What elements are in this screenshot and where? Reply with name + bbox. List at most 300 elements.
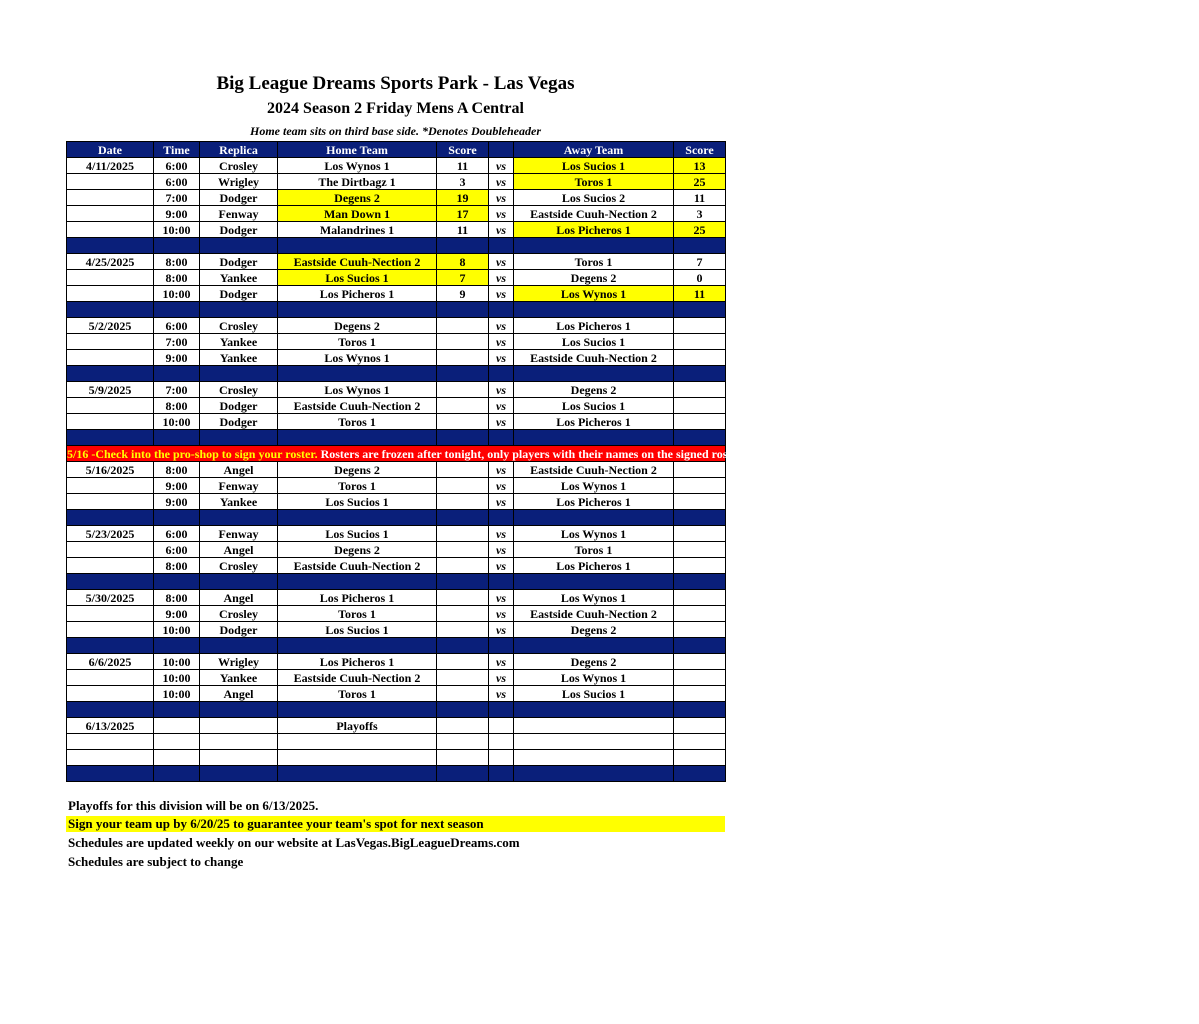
away-team-cell: Los Picheros 1 [514,494,674,510]
home-team-cell: Degens 2 [278,190,437,206]
home-score-cell [437,494,489,510]
separator-cell [514,238,674,254]
replica-cell: Wrigley [200,654,278,670]
separator-row [67,430,726,446]
replica-cell: Crosley [200,158,278,174]
time-cell: 10:00 [154,686,200,702]
date-cell [67,334,154,350]
col-home-score-header: Score [437,142,489,158]
away-score-cell: 13 [674,158,726,174]
home-score-cell [437,750,489,766]
separator-cell [437,430,489,446]
away-team-cell: Eastside Cuuh-Nection 2 [514,462,674,478]
vs-cell: vs [489,222,514,238]
away-team-cell: Los Wynos 1 [514,670,674,686]
home-score-cell: 3 [437,174,489,190]
away-team-cell: Los Wynos 1 [514,590,674,606]
separator-cell [437,510,489,526]
home-team-cell: Los Sucios 1 [278,270,437,286]
vs-cell [489,750,514,766]
away-score-cell [674,526,726,542]
date-cell [67,478,154,494]
home-team-cell: Man Down 1 [278,206,437,222]
replica-cell [200,734,278,750]
home-score-cell [437,334,489,350]
separator-cell [200,510,278,526]
separator-cell [154,574,200,590]
separator-cell [674,430,726,446]
time-cell: 8:00 [154,558,200,574]
home-team-cell: Los Sucios 1 [278,526,437,542]
away-score-cell [674,382,726,398]
time-cell: 9:00 [154,206,200,222]
away-score-cell: 25 [674,174,726,190]
away-team-cell: Los Sucios 2 [514,190,674,206]
vs-cell: vs [489,462,514,478]
date-cell: 4/11/2025 [67,158,154,174]
signup-note: Sign your team up by 6/20/25 to guarantee your team's spot for next season [66,816,725,832]
vs-cell: vs [489,270,514,286]
away-score-cell [674,494,726,510]
replica-cell: Angel [200,462,278,478]
separator-cell [200,638,278,654]
time-cell: 8:00 [154,398,200,414]
away-score-cell [674,718,726,734]
separator-cell [489,638,514,654]
replica-cell: Dodger [200,622,278,638]
home-score-cell [437,462,489,478]
separator-cell [437,366,489,382]
vs-cell: vs [489,414,514,430]
game-row [67,286,726,302]
away-score-cell: 11 [674,190,726,206]
game-row [67,334,726,350]
game-row [67,478,726,494]
col-vs-header [489,142,514,158]
away-score-cell: 7 [674,254,726,270]
home-team-cell: Los Sucios 1 [278,622,437,638]
separator-cell [489,302,514,318]
separator-cell [437,766,489,782]
vs-cell: vs [489,350,514,366]
vs-cell: vs [489,286,514,302]
game-row [67,558,726,574]
away-team-cell: Los Sucios 1 [514,334,674,350]
home-score-cell [437,382,489,398]
home-score-cell [437,670,489,686]
date-cell [67,542,154,558]
col-date-header: Date [67,142,154,158]
separator-row [67,510,726,526]
home-score-cell: 8 [437,254,489,270]
vs-cell: vs [489,398,514,414]
roster-notice-row [67,446,726,462]
home-score-cell [437,718,489,734]
game-row [67,462,726,478]
separator-cell [437,574,489,590]
replica-cell: Fenway [200,526,278,542]
home-score-cell [437,654,489,670]
time-cell: 8:00 [154,254,200,270]
replica-cell: Yankee [200,670,278,686]
away-score-cell [674,542,726,558]
replica-cell: Dodger [200,254,278,270]
schedule-body [67,158,1199,782]
separator-cell [674,302,726,318]
away-score-cell [674,334,726,350]
home-team-cell: Los Sucios 1 [278,494,437,510]
home-team-cell: Toros 1 [278,334,437,350]
separator-cell [154,430,200,446]
vs-cell [489,718,514,734]
time-cell: 6:00 [154,526,200,542]
date-cell: 6/13/2025 [67,718,154,734]
date-cell: 5/30/2025 [67,590,154,606]
replica-cell: Dodger [200,190,278,206]
col-home-team-header: Home Team [278,142,437,158]
away-team-cell: Eastside Cuuh-Nection 2 [514,606,674,622]
away-team-cell: Los Wynos 1 [514,478,674,494]
home-score-cell [437,622,489,638]
home-team-cell: Toros 1 [278,414,437,430]
separator-cell [67,366,154,382]
game-row [67,206,726,222]
time-cell: 10:00 [154,286,200,302]
separator-cell [674,574,726,590]
vs-cell: vs [489,654,514,670]
home-team-cell: Los Wynos 1 [278,382,437,398]
home-team-cell: Los Picheros 1 [278,654,437,670]
time-cell: 6:00 [154,542,200,558]
separator-cell [489,238,514,254]
time-cell: 8:00 [154,462,200,478]
vs-cell: vs [489,622,514,638]
away-score-cell: 0 [674,270,726,286]
col-replica-header: Replica [200,142,278,158]
separator-cell [489,766,514,782]
game-row [67,254,726,270]
vs-cell: vs [489,190,514,206]
home-team-cell: Los Wynos 1 [278,158,437,174]
roster-notice-text: Rosters are frozen after tonight, only players with their names on the signed roster are eligible for playoffs. Please check carefully as changes will not be made for omissions. [317,446,1199,461]
separator-cell [154,766,200,782]
home-score-cell [437,478,489,494]
separator-cell [278,238,437,254]
game-row [67,350,726,366]
home-score-cell [437,590,489,606]
away-score-cell [674,750,726,766]
away-score-cell [674,734,726,750]
away-score-cell: 25 [674,222,726,238]
vs-cell: vs [489,254,514,270]
game-row [67,270,726,286]
away-team-cell: Los Sucios 1 [514,686,674,702]
date-cell [67,398,154,414]
away-team-cell: Eastside Cuuh-Nection 2 [514,206,674,222]
separator-cell [674,510,726,526]
time-cell: 6:00 [154,174,200,190]
separator-row [67,302,726,318]
separator-cell [514,574,674,590]
separator-cell [154,302,200,318]
away-score-cell [674,654,726,670]
home-team-cell [278,750,437,766]
separator-cell [437,238,489,254]
home-team-cell: Toros 1 [278,606,437,622]
time-cell: 9:00 [154,350,200,366]
vs-cell: vs [489,478,514,494]
separator-cell [278,702,437,718]
separator-cell [514,366,674,382]
time-cell: 9:00 [154,478,200,494]
date-cell: 5/23/2025 [67,526,154,542]
away-score-cell [674,686,726,702]
game-row [67,174,726,190]
separator-cell [489,702,514,718]
game-row [67,622,726,638]
separator-cell [514,638,674,654]
date-cell [67,558,154,574]
header-row [67,142,726,158]
replica-cell: Yankee [200,350,278,366]
replica-cell: Fenway [200,206,278,222]
replica-cell: Yankee [200,334,278,350]
game-row [67,190,726,206]
time-cell: 10:00 [154,414,200,430]
game-row [67,542,726,558]
time-cell [154,718,200,734]
roster-notice-lead: 5/16 -Check into the pro-shop to sign your roster. [67,446,318,461]
away-score-cell [674,318,726,334]
replica-cell: Dodger [200,222,278,238]
time-cell: 10:00 [154,654,200,670]
home-score-cell [437,542,489,558]
replica-cell: Dodger [200,398,278,414]
change-note: Schedules are subject to change [68,854,244,869]
home-team-cell: Eastside Cuuh-Nection 2 [278,558,437,574]
home-score-cell: 7 [437,270,489,286]
home-score-cell [437,350,489,366]
col-away-score-header: Score [674,142,726,158]
away-team-cell [514,750,674,766]
separator-cell [278,510,437,526]
page-title: Big League Dreams Sports Park - Las Vegas [216,73,575,94]
replica-cell [200,718,278,734]
replica-cell: Fenway [200,478,278,494]
home-score-cell [437,734,489,750]
time-cell: 10:00 [154,670,200,686]
time-cell: 8:00 [154,270,200,286]
replica-cell: Dodger [200,414,278,430]
separator-cell [67,702,154,718]
home-team-cell: Degens 2 [278,542,437,558]
home-team-cell: Los Wynos 1 [278,350,437,366]
separator-cell [278,366,437,382]
separator-row [67,638,726,654]
away-team-cell: Los Picheros 1 [514,414,674,430]
vs-cell: vs [489,494,514,510]
vs-cell: vs [489,606,514,622]
away-team-cell: Toros 1 [514,254,674,270]
separator-cell [437,702,489,718]
home-team-cell: Eastside Cuuh-Nection 2 [278,670,437,686]
replica-cell: Angel [200,590,278,606]
game-row [67,750,726,766]
home-score-cell [437,414,489,430]
home-score-cell [437,398,489,414]
date-cell [67,270,154,286]
separator-cell [154,366,200,382]
date-cell [67,174,154,190]
home-team-cell: Playoffs [278,718,437,734]
game-row [67,606,726,622]
separator-cell [200,574,278,590]
date-cell: 5/9/2025 [67,382,154,398]
separator-cell [67,766,154,782]
replica-cell: Yankee [200,494,278,510]
replica-cell: Crosley [200,382,278,398]
separator-cell [489,510,514,526]
separator-row [67,574,726,590]
separator-cell [437,638,489,654]
vs-cell: vs [489,542,514,558]
home-team-cell: Toros 1 [278,478,437,494]
replica-cell: Yankee [200,270,278,286]
game-row [67,222,726,238]
away-score-cell [674,558,726,574]
separator-cell [674,366,726,382]
game-row [67,734,726,750]
game-row [67,158,726,174]
seating-note: Home team sits on third base side. *Denotes Doubleheader [250,124,541,138]
separator-cell [200,238,278,254]
away-team-cell [514,718,674,734]
roster-notice [67,446,1199,462]
home-team-cell [278,734,437,750]
col-away-team-header: Away Team [514,142,674,158]
away-team-cell: Degens 2 [514,622,674,638]
replica-cell: Angel [200,542,278,558]
home-team-cell: The Dirtbagz 1 [278,174,437,190]
date-cell [67,350,154,366]
home-score-cell: 17 [437,206,489,222]
time-cell: 6:00 [154,158,200,174]
separator-cell [489,430,514,446]
separator-row [67,702,726,718]
date-cell [67,286,154,302]
separator-cell [67,238,154,254]
vs-cell: vs [489,526,514,542]
col-time-header: Time [154,142,200,158]
vs-cell: vs [489,670,514,686]
game-row [67,670,726,686]
separator-cell [514,430,674,446]
separator-cell [278,302,437,318]
game-row [67,590,726,606]
page-subtitle: 2024 Season 2 Friday Mens A Central [267,100,524,117]
time-cell: 8:00 [154,590,200,606]
date-cell: 4/25/2025 [67,254,154,270]
date-cell [67,190,154,206]
home-score-cell [437,558,489,574]
separator-cell [154,702,200,718]
date-cell [67,414,154,430]
home-team-cell: Eastside Cuuh-Nection 2 [278,254,437,270]
away-team-cell: Degens 2 [514,382,674,398]
separator-cell [67,510,154,526]
separator-cell [200,766,278,782]
time-cell [154,750,200,766]
away-team-cell: Los Picheros 1 [514,558,674,574]
date-cell: 6/6/2025 [67,654,154,670]
home-score-cell [437,318,489,334]
separator-cell [200,366,278,382]
separator-cell [200,702,278,718]
separator-cell [489,574,514,590]
date-cell [67,686,154,702]
away-score-cell: 3 [674,206,726,222]
vs-cell: vs [489,558,514,574]
separator-row [67,766,726,782]
game-row [67,414,726,430]
time-cell: 7:00 [154,334,200,350]
separator-cell [154,510,200,526]
home-score-cell [437,606,489,622]
separator-row [67,238,726,254]
schedule-table [66,141,1199,782]
separator-cell [154,238,200,254]
separator-cell [674,638,726,654]
game-row [67,494,726,510]
game-row [67,526,726,542]
separator-cell [67,430,154,446]
separator-cell [674,238,726,254]
date-cell [67,606,154,622]
away-score-cell [674,462,726,478]
date-cell: 5/2/2025 [67,318,154,334]
separator-cell [278,766,437,782]
away-team-cell: Eastside Cuuh-Nection 2 [514,350,674,366]
vs-cell: vs [489,686,514,702]
separator-cell [514,510,674,526]
away-team-cell: Toros 1 [514,542,674,558]
away-team-cell: Los Sucios 1 [514,158,674,174]
time-cell: 9:00 [154,494,200,510]
date-cell [67,222,154,238]
away-team-cell: Los Wynos 1 [514,286,674,302]
replica-cell: Crosley [200,558,278,574]
away-score-cell [674,398,726,414]
home-team-cell: Eastside Cuuh-Nection 2 [278,398,437,414]
game-row [67,382,726,398]
home-team-cell: Los Picheros 1 [278,286,437,302]
home-score-cell [437,686,489,702]
date-cell: 5/16/2025 [67,462,154,478]
away-team-cell: Degens 2 [514,270,674,286]
date-cell [67,750,154,766]
separator-cell [200,430,278,446]
vs-cell [489,734,514,750]
home-team-cell: Degens 2 [278,318,437,334]
home-team-cell: Toros 1 [278,686,437,702]
home-score-cell: 9 [437,286,489,302]
game-row [67,318,726,334]
away-team-cell: Degens 2 [514,654,674,670]
separator-cell [489,366,514,382]
vs-cell: vs [489,590,514,606]
separator-cell [278,430,437,446]
replica-cell: Angel [200,686,278,702]
